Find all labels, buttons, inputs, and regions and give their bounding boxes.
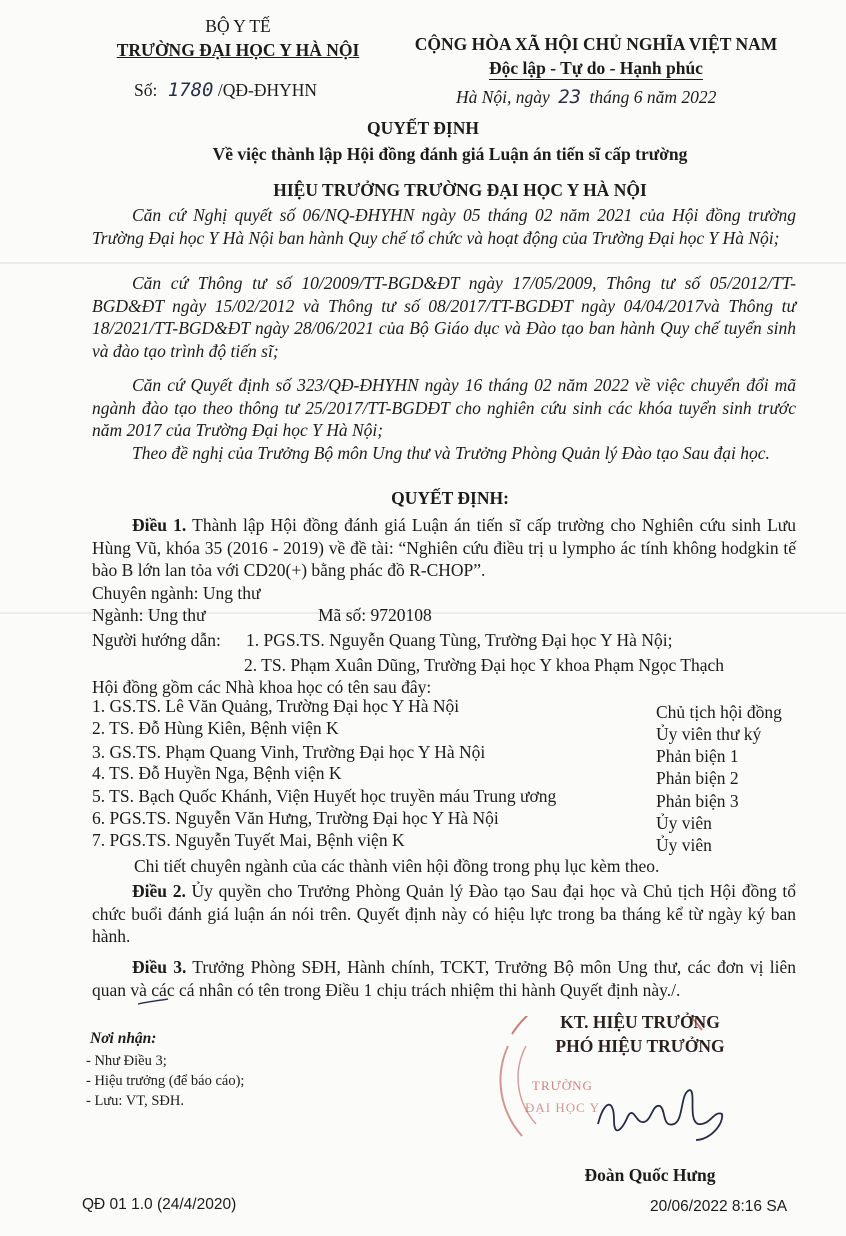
issue-date [456,86,716,108]
field: Ngành: Ung thư [92,605,206,625]
article-1-text: Thành lập Hội đồng đánh giá Luận án tiến sĩ cấp trường cho Nghiên cứu sinh Lưu Hùng Vũ, khóa 35 (2016 - 2019) về đề tài: “Nghiên cứu điều trị u lympho ác tính không hodgkin tế bào B lớn lan tỏa với CD20(+) bằng phác đồ R-CHOP”. [92,515,797,580]
motto-text: Độc lập - Tự do - Hạnh phúc [489,58,703,78]
member-name: 5. TS. Bạch Quốc Khánh, Viện Huyết học truyền máu Trung ương [92,786,557,806]
university-name: TRƯỜNG ĐẠI HỌC Y HÀ NỘI [116,40,360,60]
member-name: 7. PGS.TS. Nguyễn Tuyết Mai, Bệnh viện K [92,830,405,850]
seal-text: TRƯỜNG [532,1078,593,1093]
article-1-label: Điều 1. [132,515,187,535]
member-role: Chủ tịch hội đồng [656,702,782,722]
number-label: Số: [134,80,158,100]
article-3-label: Điều 3. [132,957,187,977]
supervisor-2: 2. TS. Phạm Xuân Dũng, Trường Đại học Y khoa Phạm Ngọc Thạch [244,655,725,675]
ministry-name: BỘ Y TẾ [205,16,271,36]
article-3 [92,956,796,1001]
printed-timestamp: 20/06/2022 8:16 SA [650,1198,788,1215]
preamble-1: Căn cứ Nghị quyết số 06/NQ-ĐHYHN ngày 05 tháng 02 năm 2021 của Hội đồng trường Trường Đại học Y Hà Nội ban hành Quy chế tổ chức và hoạt động của Trường Đại học Y Hà Nội; [92,205,796,248]
date-suffix: tháng 6 năm 2022 [589,87,717,107]
member-name: 3. GS.TS. Phạm Quang Vinh, Trường Đại học Y Hà Nội [92,742,486,762]
decides-heading: QUYẾT ĐỊNH: [391,488,509,508]
member-name: 6. PGS.TS. Nguyễn Văn Hưng, Trường Đại học Y Hà Nội [92,808,499,828]
member-role: Phản biện 1 [656,746,739,766]
supervisor-label: Người hướng dẫn: [92,630,221,650]
member-role: Phản biện 3 [656,791,739,811]
recipient-item: - Như Điều 3; [86,1053,167,1069]
document-number [134,79,317,101]
signature-title-1: KT. HIỆU TRƯỞNG [560,1012,720,1032]
signature-title-2: PHÓ HIỆU TRƯỞNG [555,1036,725,1056]
member-role: Ủy viên [656,813,712,833]
national-motto [400,58,792,79]
decision-title: QUYẾT ĐỊNH [367,118,479,138]
member-role: Ủy viên thư ký [656,724,762,744]
decision-subject: Về việc thành lập Hội đồng đánh giá Luận án tiến sĩ cấp trường [212,144,688,164]
form-code: QĐ 01 1.0 (24/4/2020) [82,1196,237,1213]
article-2-text: Ủy quyền cho Trưởng Phòng Quản lý Đào tạo Sau đại học và Chủ tịch Hội đồng tổ chức buổi đánh giá luận án nói trên. Quyết định này có hiệu lực trong ba tháng kể từ ngày ký ban hành. [92,881,797,946]
member-role: Phản biện 2 [656,768,739,788]
handwritten-day: 23 [558,86,582,108]
preamble-4: Theo đề nghị của Trưởng Bộ môn Ung thư và Trưởng Phòng Quản lý Đào tạo Sau đại học. [132,443,770,463]
recipient-item: - Hiệu trưởng (để báo cáo); [86,1073,245,1089]
recipients-heading: Nơi nhận: [90,1030,157,1047]
member-role: Ủy viên [656,835,712,855]
preamble-2: Căn cứ Thông tư số 10/2009/TT-BGD&ĐT ngày 17/05/2009, Thông tư số 05/2012/TT-BGD&ĐT ngày 15/02/2012 và Thông tư số 08/2017/TT-BGDĐT ngày 04/04/2017và Thông tư 18/2021/TT-BGD&ĐT ngày 28/06/2021 của Bộ Giáo dục và Đào tạo ban hành Quy chế tuyển sinh và đào tạo trình độ tiến sĩ; [92,273,796,361]
republic-name: CỘNG HÒA XÃ HỘI CHỦ NGHĨA VIỆT NAM [414,34,778,54]
article-2 [92,880,796,948]
seal-text: ĐẠI HỌC Y [525,1100,600,1115]
preamble-3: Căn cứ Quyết định số 323/QĐ-ĐHYHN ngày 16 tháng 02 năm 2022 về việc chuyển đổi mã ngành đào tạo theo thông tư 25/2017/TT-BGDĐT cho nghiên cứu sinh các khóa tuyển sinh trước năm 2017 của Trường Đại học Y Hà Nội; [92,375,796,440]
article-3-text: Trưởng Phòng SĐH, Hành chính, TCKT, Trưởng Bộ môn Ung thư, các đơn vị liên quan và các cá nhân có tên trong Điều 1 chịu trách nhiệm thi hành Quyết định này./. [92,957,797,1000]
article-2-label: Điều 2. [132,881,186,901]
article-1 [92,514,796,582]
date-prefix: Hà Nội, ngày [456,87,550,107]
specialty: Chuyên ngành: Ung thư [92,583,261,603]
closing-flourish [136,996,170,1008]
field-code: Mã số: 9720108 [318,605,432,625]
member-name: 2. TS. Đỗ Hùng Kiên, Bệnh viện K [92,718,339,738]
signer-name: Đoàn Quốc Hưng [584,1165,716,1185]
supervisor-1: 1. PGS.TS. Nguyễn Quang Tùng, Trường Đại học Y Hà Nội; [246,630,673,650]
member-name: 1. GS.TS. Lê Văn Quảng, Trường Đại học Y Hà Nội [92,696,460,716]
handwritten-number: 1780 [167,79,214,101]
issuing-authority: HIỆU TRƯỞNG TRƯỜNG ĐẠI HỌC Y HÀ NỘI [273,180,647,200]
recipient-item: - Lưu: VT, SĐH. [86,1093,184,1109]
number-suffix: /QĐ-ĐHYHN [217,80,318,100]
paper-fold [0,262,846,264]
council-intro: Hội đồng gồm các Nhà khoa học có tên sau đây: [92,677,432,697]
member-name: 4. TS. Đỗ Huyền Nga, Bệnh viện K [92,763,342,783]
handwritten-signature [592,1080,732,1150]
appendix-note: Chi tiết chuyên ngành của các thành viên hội đồng trong phụ lục kèm theo. [134,856,660,876]
